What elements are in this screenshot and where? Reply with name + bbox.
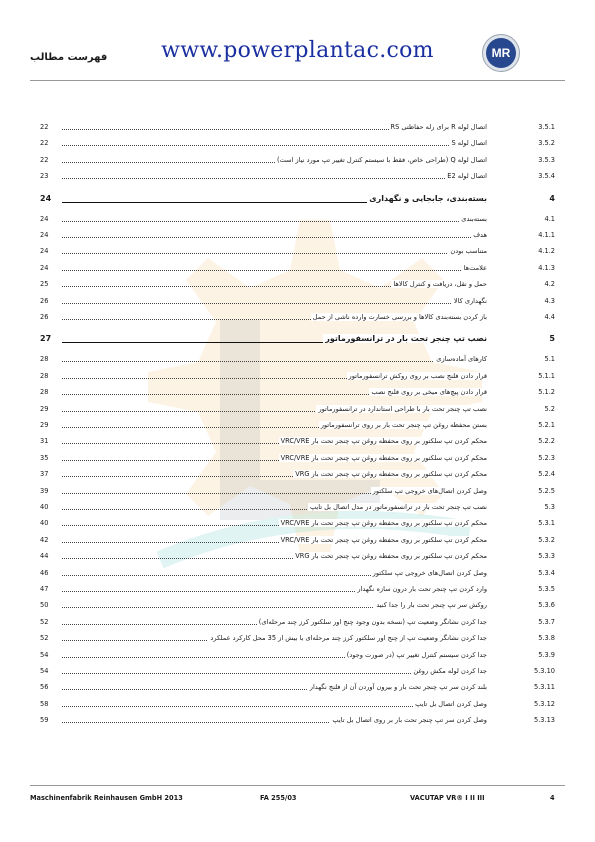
toc-page-number: 22 xyxy=(40,139,49,148)
toc-leader-dots xyxy=(62,270,487,271)
toc-title: بلند کردن سر تپ چنجر تحت بار و بیرون آوردن آن از فلنج نگهدار xyxy=(309,683,487,692)
footer-divider xyxy=(30,785,565,786)
toc-section-number: 3.5.2 xyxy=(538,139,555,148)
toc-title: وصل کردن اتصال‌های خروجی تپ سلکتور xyxy=(372,486,487,495)
toc-leader-dots xyxy=(62,237,487,238)
toc-section-number: 4.2 xyxy=(544,280,555,289)
toc-row[interactable] xyxy=(40,449,555,465)
toc-title: نصب تپ چنجر تحت بار در ترانسفورماتور xyxy=(325,334,487,344)
toc-page-number: 24 xyxy=(40,193,52,203)
toc-section-number: 5.3.8 xyxy=(538,634,555,643)
toc-section-number: 5.2 xyxy=(544,404,555,413)
toc-page-number: 28 xyxy=(40,371,49,380)
toc-title: محکم کردن تپ سلکتور بر روی محفظه روغن تپ چنجر تحت بار VRG xyxy=(295,552,487,561)
toc-page-number: 22 xyxy=(40,123,49,131)
toc-section-number: 5.3.13 xyxy=(534,716,555,725)
toc-section-number: 4.1 xyxy=(544,214,555,223)
toc-section-number: 4.1.3 xyxy=(538,263,555,272)
toc-page-number: 54 xyxy=(40,650,49,659)
toc-page-number: 37 xyxy=(40,470,49,479)
toc-title: نصب تپ چنجر تحت بار با طراحی استاندارد در ترانسفورماتور xyxy=(318,404,487,413)
toc-section-number: 3.5.4 xyxy=(538,172,555,181)
toc-section-number: 4.1.2 xyxy=(538,247,555,256)
toc-row[interactable] xyxy=(40,596,555,612)
toc-page-number: 54 xyxy=(40,667,49,675)
toc-row[interactable] xyxy=(40,613,555,629)
toc-page-number: 59 xyxy=(40,716,49,725)
toc-title: بستن محفظه روغن تپ چنجر تحت بار بر روی ترانسفورماتور xyxy=(320,421,487,429)
toc-page-number: 47 xyxy=(40,585,49,593)
toc-row[interactable] xyxy=(40,711,555,727)
toc-section-number: 5.3.12 xyxy=(534,699,555,708)
toc-section-number: 5.3.5 xyxy=(538,585,555,593)
toc-page-number: 44 xyxy=(40,552,49,561)
toc-section-number: 5.3.10 xyxy=(534,667,555,675)
toc-row[interactable] xyxy=(40,498,555,514)
toc-page-number: 50 xyxy=(40,601,49,610)
toc-title: باز کردن بسته‌بندی کالاها و بررسی خسارت وارده ناشی از حمل xyxy=(312,313,487,321)
toc-page-number: 29 xyxy=(40,404,49,413)
toc-row[interactable] xyxy=(40,695,555,711)
toc-row[interactable] xyxy=(40,367,555,383)
toc-page-number: 24 xyxy=(40,263,49,272)
toc-section-number: 5.1 xyxy=(544,355,555,364)
toc-row[interactable] xyxy=(40,646,555,662)
toc-row[interactable] xyxy=(40,275,555,291)
toc-row[interactable] xyxy=(40,308,555,324)
toc-title: محکم کردن تپ سلکتور بر روی محفظه روغن تپ چنجر تحت بار VRC/VRE xyxy=(280,453,487,462)
toc-row[interactable] xyxy=(40,383,555,399)
toc-section-number: 4.1.1 xyxy=(538,231,555,239)
toc-row[interactable] xyxy=(40,292,555,308)
toc-title: وصل کردن اتصال بل تایپ xyxy=(415,699,487,708)
toc-row[interactable] xyxy=(40,531,555,547)
toc-leader-dots xyxy=(62,303,487,304)
toc-row[interactable] xyxy=(40,416,555,432)
toc-page-number: 26 xyxy=(40,313,49,321)
toc-page-number: 42 xyxy=(40,535,49,544)
toc-title: اتصال لوله Q (طراحی خاص، فقط با سیستم کنترل تغییر تپ مورد نیاز است) xyxy=(277,155,487,164)
toc-page-number: 24 xyxy=(40,231,49,239)
site-url[interactable]: www.powerplantac.com xyxy=(161,38,434,63)
toc-row[interactable] xyxy=(40,547,555,563)
toc-title: بسته‌بندی xyxy=(461,214,487,223)
toc-title: اتصال لوله E2 xyxy=(447,172,487,181)
toc-title: جدا کردن نشانگر وضعیت تپ (نسخه بدون وجود چنج اور سلکتور کرز چند مرحله‌ای) xyxy=(258,617,487,626)
footer-company: Maschinenfabrik Reinhausen GmbH 2013 xyxy=(30,794,183,802)
toc-title: قرار دادن پیچ‌های میخی بر روی فلنج نصب xyxy=(371,388,487,397)
toc-leader-dots xyxy=(62,361,487,362)
toc-section-number: 5.3.4 xyxy=(538,568,555,577)
mr-logo xyxy=(482,34,520,72)
toc-section-number: 4.4 xyxy=(544,313,555,321)
toc-page-number: 26 xyxy=(40,296,49,305)
toc-title: محکم کردن تپ سلکتور بر روی محفظه روغن تپ چنجر تحت بار VRG xyxy=(295,470,487,479)
toc-title: وصل کردن سر تپ چنجر تحت بار بر روی اتصال بل تایپ xyxy=(332,716,487,725)
toc-title: کارهای آماده‌سازی xyxy=(436,355,487,364)
toc-section-number: 5.3.2 xyxy=(538,535,555,544)
header-divider xyxy=(30,80,565,81)
toc-title: محکم کردن تپ سلکتور بر روی محفظه روغن تپ چنجر تحت بار VRC/VRE xyxy=(280,535,487,544)
toc-section-number: 5.1.2 xyxy=(538,388,555,397)
footer-doc-number: FA 255/03 xyxy=(260,794,297,802)
toc-page-number: 40 xyxy=(40,519,49,528)
toc-section-number: 4.3 xyxy=(544,296,555,305)
toc-page-number: 39 xyxy=(40,486,49,495)
toc-section-number: 5.3.7 xyxy=(538,617,555,626)
toc-page-number: 31 xyxy=(40,437,49,446)
toc-section-number: 5.3.1 xyxy=(538,519,555,528)
toc-leader-dots xyxy=(62,145,487,146)
toc-title: محکم کردن تپ سلکتور بر روی محفظه روغن تپ چنجر تحت بار VRC/VRE xyxy=(280,437,487,446)
toc-page-number: 56 xyxy=(40,683,49,692)
toc-row[interactable] xyxy=(40,564,555,580)
toc-title: جدا کردن نشانگر وضعیت تپ از چنج اور سلکتور کرز چند مرحله‌ای با بیش از 35 محل کارکرد عملکرد xyxy=(210,634,487,643)
toc-page-number: 23 xyxy=(40,172,49,181)
toc-row[interactable] xyxy=(40,400,555,416)
toc-title: روکش سر تپ چنجر تحت بار را جدا کنید xyxy=(376,601,487,610)
toc-row[interactable] xyxy=(40,118,555,134)
toc-row[interactable] xyxy=(40,514,555,530)
toc-title: نصب تپ چنجر تحت بار در ترانسفورماتور در مدل اتصال بل تایپ xyxy=(309,503,487,511)
toc-section-number: 5.1.1 xyxy=(538,371,555,380)
toc-title: نگهداری کالا xyxy=(453,296,487,305)
toc-row[interactable] xyxy=(40,134,555,150)
toc-section-number: 5.2.1 xyxy=(538,421,555,429)
toc-title: حمل و نقل، دریافت و کنترل کالاها xyxy=(393,280,487,289)
toc-chapter-row[interactable] xyxy=(40,190,555,206)
toc-title: اتصال لوله R برای رله حفاظتی RS xyxy=(390,123,487,131)
toc-row[interactable] xyxy=(40,167,555,183)
toc-row[interactable] xyxy=(40,482,555,498)
toc-section-number: 5.3.6 xyxy=(538,601,555,610)
toc-page-number: 35 xyxy=(40,453,49,462)
toc-page-number: 52 xyxy=(40,617,49,626)
toc-row[interactable] xyxy=(40,662,555,678)
toc-title: وصل کردن اتصال‌های خروجی تپ سلکتور xyxy=(372,568,487,577)
toc-title: علامت‌ها xyxy=(463,263,487,272)
toc-page-number: 22 xyxy=(40,155,49,164)
toc-page-number: 24 xyxy=(40,247,49,256)
toc-section-number: 4 xyxy=(549,193,555,203)
toc-page-number: 25 xyxy=(40,280,49,289)
toc-title: جدا کردن سیستم کنترل تغییر تپ (در صورت وجود) xyxy=(346,650,487,659)
toc-section-number: 3.5.3 xyxy=(538,155,555,164)
toc-title: هدف xyxy=(473,231,487,239)
toc-title: متناسب بودن xyxy=(450,247,487,256)
toc-section-number: 5.3.9 xyxy=(538,650,555,659)
toc-page-number: 24 xyxy=(40,214,49,223)
toc-section-number: 5 xyxy=(549,334,555,344)
toc-page-number: 28 xyxy=(40,388,49,397)
toc-row[interactable] xyxy=(40,151,555,167)
footer-page-number: 4 xyxy=(550,794,555,802)
toc-row[interactable] xyxy=(40,678,555,694)
toc-section-number: 5.3 xyxy=(544,503,555,511)
toc-row[interactable] xyxy=(40,432,555,448)
toc-section-number: 5.2.4 xyxy=(538,470,555,479)
toc-title: بسته‌بندی، جابجایی و نگهداری xyxy=(369,193,487,203)
toc-row[interactable] xyxy=(40,580,555,596)
toc-row[interactable] xyxy=(40,465,555,481)
toc-page-number: 40 xyxy=(40,503,49,511)
toc-row[interactable] xyxy=(40,226,555,242)
toc-page-number: 28 xyxy=(40,355,49,364)
toc-leader-dots xyxy=(62,221,487,222)
page-title: فهرست مطالب xyxy=(30,52,108,63)
toc-title: اتصال لوله S xyxy=(451,139,487,148)
toc-title: جدا کردن لوله مکش روغن xyxy=(413,667,487,675)
toc-row[interactable] xyxy=(40,259,555,275)
toc-leader-dots xyxy=(62,253,487,254)
toc-section-number: 3.5.1 xyxy=(538,123,555,131)
toc-section-number: 5.2.2 xyxy=(538,437,555,446)
toc-page-number: 52 xyxy=(40,634,49,643)
toc-title: وارد کردن تپ چنجر تحت بار درون سازه نگهدار xyxy=(357,585,487,593)
footer-product: VACUTAP VR® I II III xyxy=(410,794,485,802)
toc-section-number: 5.2.5 xyxy=(538,486,555,495)
toc-leader-dots xyxy=(62,178,487,179)
toc-page-number: 58 xyxy=(40,699,49,708)
toc-row[interactable] xyxy=(40,350,555,366)
toc-section-number: 5.2.3 xyxy=(538,453,555,462)
toc-section-number: 5.3.11 xyxy=(534,683,555,692)
toc-section-number: 5.3.3 xyxy=(538,552,555,561)
toc-title: قرار دادن فلنج نصب بر روی روکش ترانسفورماتور xyxy=(348,371,487,380)
toc-page-number: 27 xyxy=(40,334,52,344)
toc-title: محکم کردن تپ سلکتور بر روی محفظه روغن تپ چنجر تحت بار VRC/VRE xyxy=(280,519,487,528)
toc-page-number: 46 xyxy=(40,568,49,577)
logo-text: MR xyxy=(486,38,516,68)
toc-row[interactable] xyxy=(40,629,555,645)
toc-row[interactable] xyxy=(40,242,555,258)
toc-page-number: 29 xyxy=(40,421,49,429)
toc-chapter-row[interactable] xyxy=(40,330,555,346)
toc-row[interactable] xyxy=(40,210,555,226)
